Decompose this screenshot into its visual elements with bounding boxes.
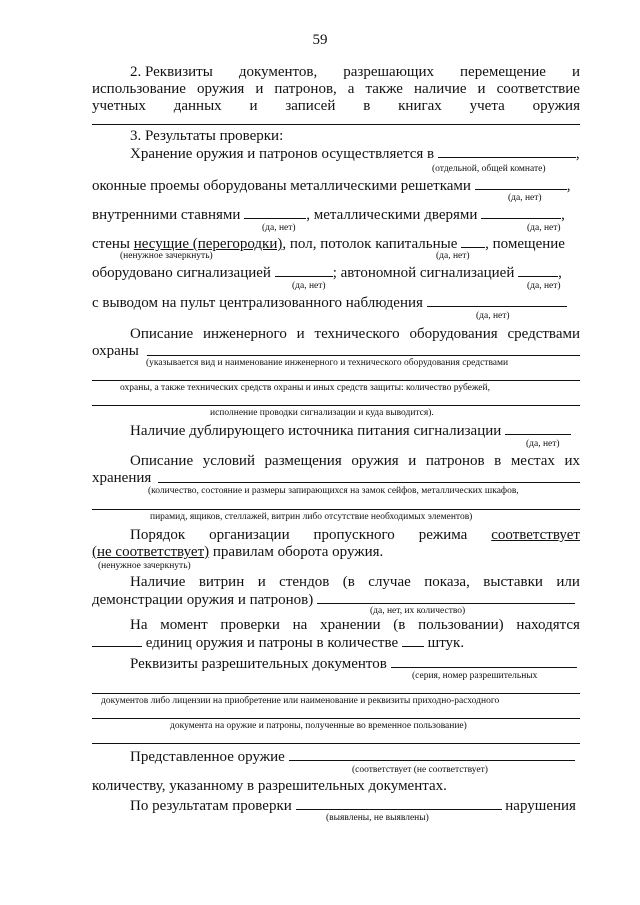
- walls-field[interactable]: [461, 235, 485, 248]
- show-field[interactable]: [317, 591, 575, 604]
- central-field[interactable]: [427, 294, 567, 307]
- central-label: с выводом на пульт централизованного наблюдения: [92, 295, 423, 311]
- alarm-hint: (да, нет): [292, 281, 326, 291]
- violations-label: нарушения: [505, 798, 576, 814]
- req-field2[interactable]: [92, 693, 580, 694]
- section2-line2: [92, 81, 580, 98]
- presented-hint: (соответствует (не соответствует): [352, 765, 488, 775]
- req-hint3: документа на оружие и патроны, полученные во временное пользование): [170, 721, 467, 731]
- word: размещения: [264, 453, 342, 469]
- moment-line: [92, 617, 580, 634]
- eng-line: [92, 326, 580, 343]
- word: Порядок: [130, 527, 186, 543]
- order-line: [92, 527, 580, 544]
- word: Описание: [130, 453, 194, 469]
- word: организации: [209, 527, 290, 543]
- word: и: [249, 98, 258, 114]
- order-rest: правилам оборота оружия.: [209, 544, 384, 560]
- word: проверки: [220, 617, 280, 633]
- windows-label: оконные проемы оборудованы металлическими решетками: [92, 178, 471, 194]
- word: пропускного: [313, 527, 395, 543]
- word: момент: [160, 617, 208, 633]
- word: (в: [342, 574, 355, 590]
- word: соответствует: [491, 527, 580, 543]
- section2-line3: [92, 98, 580, 115]
- room-label: , помещение: [485, 236, 565, 252]
- show-hint: (да, нет, их количество): [370, 606, 466, 616]
- shutters-label: внутренними ставнями: [92, 207, 241, 223]
- word: или: [556, 574, 580, 590]
- walls-option: несущие (перегородки): [133, 236, 283, 252]
- fill-line: [92, 124, 580, 125]
- word: пользовании): [418, 617, 504, 633]
- word: условий: [202, 453, 255, 469]
- presented-field[interactable]: [289, 748, 575, 761]
- windows-field[interactable]: [475, 177, 567, 190]
- floor-label: , пол, потолок капитальные: [282, 236, 458, 252]
- eng-hint2: охраны, а также технических средств охраны и иных средств защиты: количество рубежей,: [120, 383, 490, 393]
- word: в: [363, 98, 371, 114]
- word: документов,: [238, 64, 318, 80]
- result-field[interactable]: [296, 797, 502, 810]
- cond-hint2: пирамид, ящиков, стеллажей, витрин либо отсутствие необходимых элементов): [150, 512, 473, 522]
- cartridges-field[interactable]: [402, 634, 424, 647]
- req-field3[interactable]: [92, 718, 580, 719]
- punct: ,: [561, 207, 565, 223]
- walls-label: стены: [92, 236, 130, 252]
- word: средствами: [507, 326, 580, 342]
- punct: ,: [566, 178, 571, 194]
- word: их: [564, 453, 580, 469]
- word: оружия: [351, 453, 399, 469]
- cond-line2: хранения: [92, 470, 152, 486]
- word: и: [571, 64, 580, 80]
- units-label: единиц оружия и патроны в количестве: [145, 635, 399, 651]
- word: записей: [285, 98, 336, 114]
- req-hint1: (серия, номер разрешительных: [412, 671, 538, 681]
- shutters-field[interactable]: [244, 206, 306, 219]
- walls-yesno-hint: (да, нет): [436, 251, 470, 261]
- show-label: демонстрации оружия и патронов): [92, 592, 314, 608]
- word: хранении: [320, 617, 381, 633]
- order-option: (не соответствует): [92, 544, 210, 560]
- req-field[interactable]: [391, 655, 577, 668]
- word: местах: [510, 453, 555, 469]
- word: оружия: [196, 81, 245, 97]
- section3-title: 3. Результаты проверки:: [130, 128, 284, 144]
- punct: ,: [575, 146, 580, 162]
- word: соответствие: [496, 81, 580, 97]
- cond-field[interactable]: [158, 482, 580, 483]
- word: находятся: [516, 617, 580, 633]
- qty-line: количеству, указанному в разрешительных документах.: [92, 778, 447, 794]
- eng-hint1: (указывается вид и наименование инженерного и технического оборудования средствами: [146, 358, 509, 368]
- word: на: [292, 617, 308, 633]
- backup-line: [130, 422, 571, 440]
- word: оборудования: [409, 326, 498, 342]
- word: и: [477, 81, 486, 97]
- word: Описание: [130, 326, 194, 342]
- eng-field2[interactable]: [92, 380, 580, 381]
- punct: ,: [558, 265, 562, 281]
- word: наличие: [413, 81, 467, 97]
- word: случае: [368, 574, 411, 590]
- word: (в: [393, 617, 406, 633]
- word: оружия: [532, 98, 580, 114]
- eng-field3[interactable]: [92, 405, 580, 406]
- moment-line2: [92, 634, 464, 652]
- word: учета: [469, 98, 505, 114]
- alarm-field[interactable]: [275, 264, 333, 277]
- alarm-line: [92, 264, 562, 282]
- presented-line: [130, 748, 575, 766]
- word: использование: [92, 81, 186, 97]
- backup-hint: (да, нет): [526, 439, 560, 449]
- word: книгах: [398, 98, 442, 114]
- doors-hint: (да, нет): [527, 223, 561, 233]
- word: стендов: [279, 574, 330, 590]
- order-hint: (ненужное зачеркнуть): [98, 561, 191, 571]
- word: показа,: [424, 574, 470, 590]
- autonomous-alarm-hint: (да, нет): [527, 281, 561, 291]
- section2-line1: [92, 64, 580, 81]
- alarm-label: оборудовано сигнализацией: [92, 265, 271, 281]
- result-label: По результатам проверки: [130, 798, 292, 814]
- pieces-label: штук.: [427, 635, 465, 651]
- word: выставки: [483, 574, 543, 590]
- word: технического: [314, 326, 400, 342]
- eng-line2: охраны: [92, 343, 139, 359]
- autonomous-alarm-field[interactable]: [518, 264, 558, 277]
- word: учетных: [92, 98, 146, 114]
- windows-line: [92, 177, 570, 195]
- word: и: [296, 326, 305, 342]
- result-hint: (выявлены, не выявлены): [326, 813, 429, 823]
- cond-line: [92, 453, 580, 470]
- order-line2: [92, 544, 383, 561]
- show-line2: [92, 591, 575, 609]
- backup-label: Наличие дублирующего источника питания сигнализации: [130, 423, 502, 439]
- word: патронов: [425, 453, 485, 469]
- word: разрешающих: [343, 64, 434, 80]
- word: инженерного: [202, 326, 287, 342]
- units-field[interactable]: [92, 634, 142, 647]
- req-hint2: документов либо лицензии на приобретение или наименование и реквизиты приходно-расходного: [101, 696, 500, 706]
- windows-hint: (да, нет): [508, 193, 542, 203]
- word: Наличие: [130, 574, 186, 590]
- word: данных: [173, 98, 222, 114]
- walls-hint: (ненужное зачеркнуть): [120, 251, 213, 261]
- word: и: [257, 574, 266, 590]
- cond-hint1: (количество, состояние и размеры запирающихся на замок сейфов, металлических шкафов,: [148, 486, 519, 496]
- backup-field[interactable]: [505, 422, 571, 435]
- cond-field2[interactable]: [92, 509, 580, 510]
- central-hint: (да, нет): [476, 311, 510, 321]
- doors-field[interactable]: [481, 206, 561, 219]
- word: режима: [418, 527, 468, 543]
- word: в: [494, 453, 502, 469]
- presented-label: Представленное оружие: [130, 749, 285, 765]
- word: также: [365, 81, 403, 97]
- storage-label: Хранение оружия и патронов осуществляется в: [130, 146, 435, 162]
- autonomous-alarm-label: ; автономной сигнализацией: [332, 265, 515, 281]
- doors-label: , металлическими дверями: [306, 207, 478, 223]
- shutters-hint: (да, нет): [262, 223, 296, 233]
- page-number: 59: [312, 32, 328, 48]
- central-line: [92, 294, 567, 312]
- word: 2. Реквизиты: [130, 64, 213, 80]
- storage-line: [130, 145, 580, 163]
- word: перемещение: [460, 64, 546, 80]
- word: и: [255, 81, 264, 97]
- word: а: [347, 81, 355, 97]
- shutters-line: [92, 206, 565, 224]
- eng-hint3: исполнение проводки сигнализации и куда выводится).: [210, 408, 434, 418]
- word: и: [408, 453, 417, 469]
- storage-hint: (отдельной, общей комнате): [432, 164, 546, 174]
- word: патронов,: [274, 81, 337, 97]
- show-line: [92, 574, 580, 591]
- storage-field[interactable]: [438, 145, 576, 158]
- req-label: Реквизиты разрешительных документов: [130, 656, 387, 672]
- req-field4[interactable]: [92, 743, 580, 744]
- word: витрин: [198, 574, 245, 590]
- eng-field[interactable]: [147, 355, 580, 356]
- word: На: [130, 617, 148, 633]
